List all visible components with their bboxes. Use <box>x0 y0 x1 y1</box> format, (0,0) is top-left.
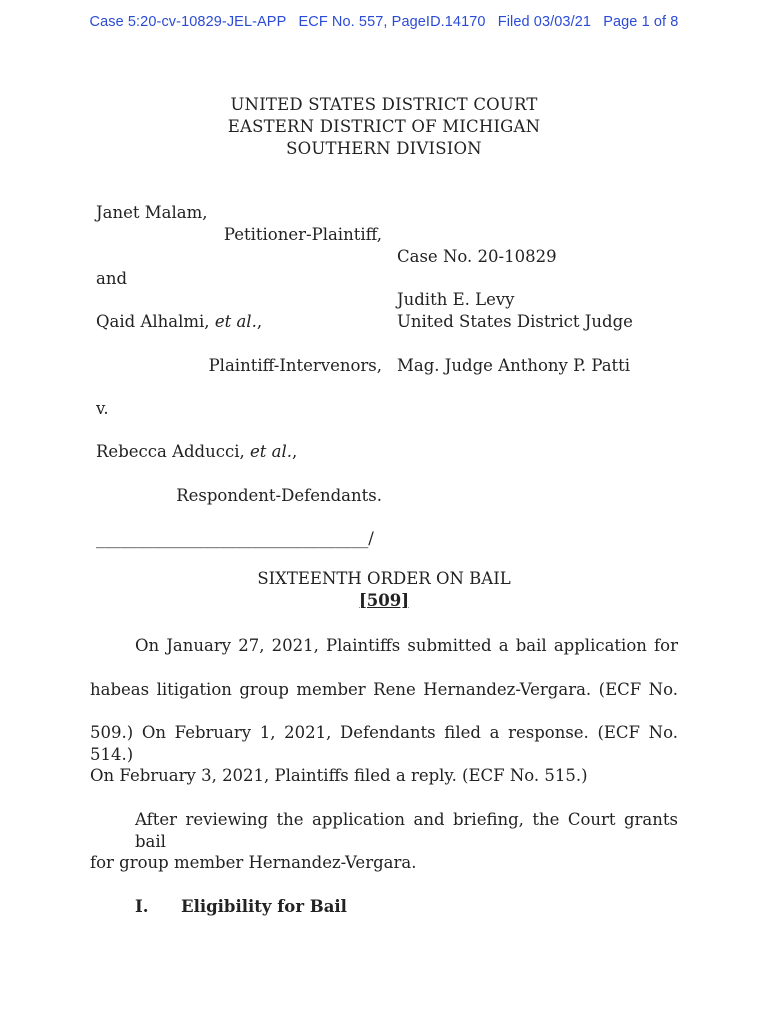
paragraph-1-line-2: habeas litigation group member Rene Hernandez-Vergara. (ECF No. <box>90 680 678 699</box>
ecf-document-number: ECF No. 557, PageID.14170 <box>298 14 486 30</box>
ecf-filed-date: Filed 03/03/21 <box>497 14 592 30</box>
petitioner-role: Petitioner-Plaintiff, <box>223 225 382 244</box>
respondent-role: Respondent-Defendants. <box>176 486 382 505</box>
court-name: UNITED STATES DISTRICT COURT <box>230 95 538 114</box>
intervenor-name: Qaid Alhalmi, et al., <box>96 312 263 331</box>
paragraph-2-line-2: for group member Hernandez-Vergara. <box>90 853 417 872</box>
court-district: EASTERN DISTRICT OF MICHIGAN <box>227 117 541 136</box>
intervenor-role: Plaintiff-Intervenors, <box>208 356 382 375</box>
magistrate-judge: Mag. Judge Anthony P. Patti <box>397 356 631 375</box>
paragraph-2-line-1: After reviewing the application and briefing, the Court grants bail <box>135 810 678 851</box>
respondent-name: Rebecca Adducci, et al., <box>96 442 298 461</box>
section-title: Eligibility for Bail <box>181 897 347 916</box>
paragraph-1-line-4: On February 3, 2021, Plaintiffs filed a reply. (ECF No. 515.) <box>90 766 588 785</box>
section-number: I. <box>135 897 149 916</box>
order-title <box>0 568 768 612</box>
caption-signature-line: _________________________________/ <box>96 529 374 548</box>
order-title-text: SIXTEENTH ORDER ON BAIL <box>257 569 511 588</box>
ecf-page-number: Page 1 of 8 <box>603 14 679 30</box>
caption-versus: v. <box>96 399 109 418</box>
judge-name: Judith E. Levy <box>397 290 515 309</box>
case-number: Case No. 20-10829 <box>397 247 557 266</box>
section-heading <box>135 896 347 918</box>
ecf-header <box>0 14 768 30</box>
ecf-case-number: Case 5:20-cv-10829-JEL-APP <box>89 14 287 30</box>
paragraph-1-line-3: 509.) On February 1, 2021, Defendants filed a response. (ECF No. 514.) <box>90 723 678 764</box>
petitioner-name: Janet Malam, <box>96 203 208 222</box>
paragraph-1-line-1: On January 27, 2021, Plaintiffs submitted a bail application for <box>135 636 678 655</box>
order-docket-reference: [509] <box>358 591 410 610</box>
judge-title: United States District Judge <box>397 312 633 331</box>
caption-and: and <box>96 269 128 288</box>
court-heading <box>0 94 768 160</box>
court-division: SOUTHERN DIVISION <box>286 139 482 158</box>
